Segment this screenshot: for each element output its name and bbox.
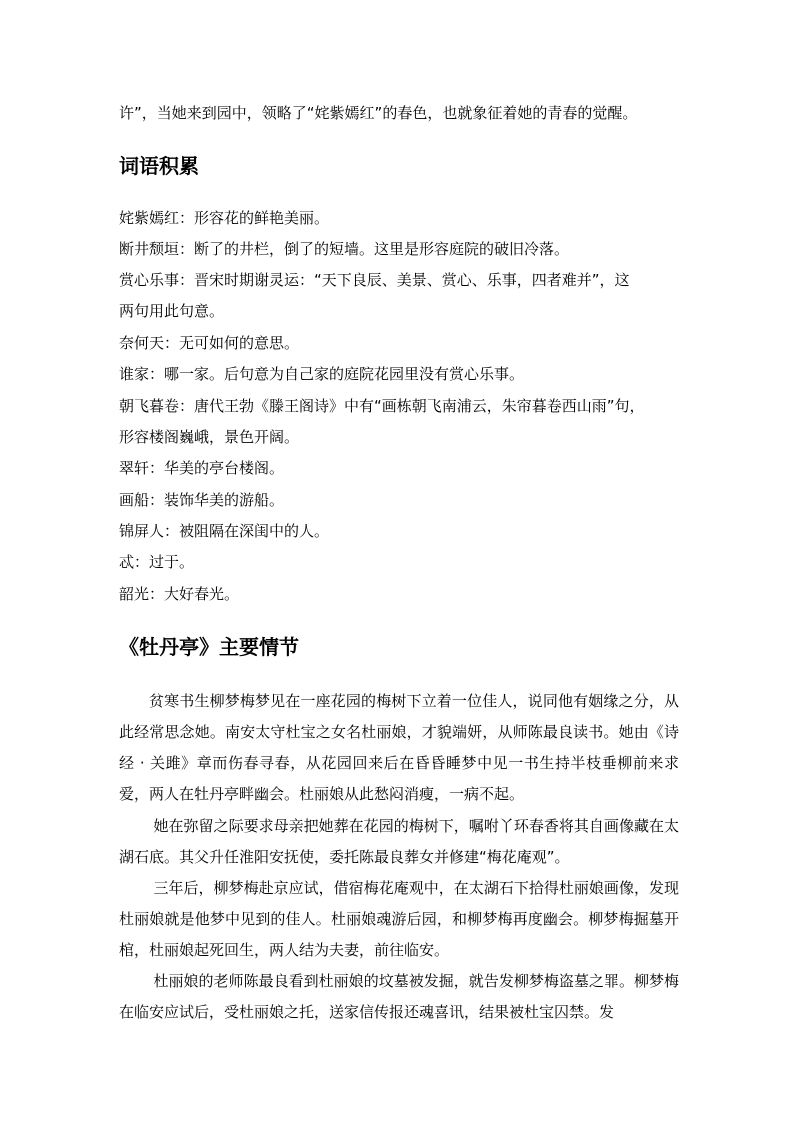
- vocab-line: 韶光：大好春光。: [119, 585, 240, 603]
- vocab-line: 姹紫嫣红：形容花的鲜艳美丽。: [119, 209, 330, 227]
- plot-paragraph: 杜丽娘的老师陈最良看到杜丽娘的坟墓被发掘，就告发柳梦梅盗墓之罪。柳梦梅在临安应试后，受杜丽娘之托，送家信传报还魂喜讯，结果被杜宝囚禁。发: [119, 972, 679, 1021]
- vocab-line: 断井颓垣：断了的井栏，倒了的短墙。这里是形容庭院的破旧冷落。: [119, 240, 570, 258]
- section-title-vocabulary: 词语积累: [119, 154, 199, 178]
- vocab-line: 画船：装饰华美的游船。: [119, 491, 285, 509]
- vocab-line: 形容楼阁巍峨，景色开阔。: [119, 428, 300, 446]
- intro-tail-text: 许”，当她来到园中，领略了“姹紫嫣红”的春色，也就象征着她的青春的觉醒。: [119, 104, 638, 122]
- vocab-line: 两句用此句意。: [119, 302, 225, 320]
- vocab-line: 锦屏人：被阻隔在深闺中的人。: [119, 522, 330, 540]
- vocab-line: 谁家：哪一家。后句意为自己家的庭院花园里没有赏心乐事。: [119, 365, 525, 383]
- section-title-plot: 《牡丹亭》主要情节: [119, 635, 299, 659]
- vocab-line: 忒：过于。: [119, 553, 195, 571]
- plot-paragraph: 三年后，柳梦梅赴京应试，借宿梅花庵观中，在太湖石下拾得杜丽娘画像，发现杜丽娘就是他梦中见到的佳人。杜丽娘魂游后园，和柳梦梅再度幽会。柳梦梅掘墓开棺，杜丽娘起死回生，两人结为夫妻，前往临安。: [119, 879, 679, 959]
- vocab-line: 翠轩：华美的亭台楼阁。: [119, 459, 285, 477]
- plot-paragraph: 贫寒书生柳梦梅梦见在一座花园的梅树下立着一位佳人，说同他有姻缘之分，从此经常思念她。南安太守杜宝之女名杜丽娘，才貌端妍，从师陈最良读书。她由《诗经 · 关雎》章而伤春寻春，从花园回来后在昏昏睡梦中见一书生持半枝垂柳前来求爱，两人在牡丹亭畔幽会。杜丽娘从此愁闷消瘦，一病不起。: [119, 692, 679, 803]
- vocab-line: 朝飞暮卷：唐代王勃《滕王阁诗》中有“画栋朝飞南浦云，朱帘暮卷西山雨”句，: [119, 397, 645, 415]
- vocab-line: 赏心乐事：晋宋时期谢灵运：“天下良辰、美景、赏心、乐事，四者难并”，这: [119, 271, 630, 289]
- plot-paragraph: 她在弥留之际要求母亲把她葬在花园的梅树下，嘱咐丫环春香将其自画像藏在太湖石底。其父升任淮阳安抚使，委托陈最良葬女并修建“梅花庵观”。: [119, 817, 679, 866]
- vocab-line: 奈何天：无可如何的意思。: [119, 334, 300, 352]
